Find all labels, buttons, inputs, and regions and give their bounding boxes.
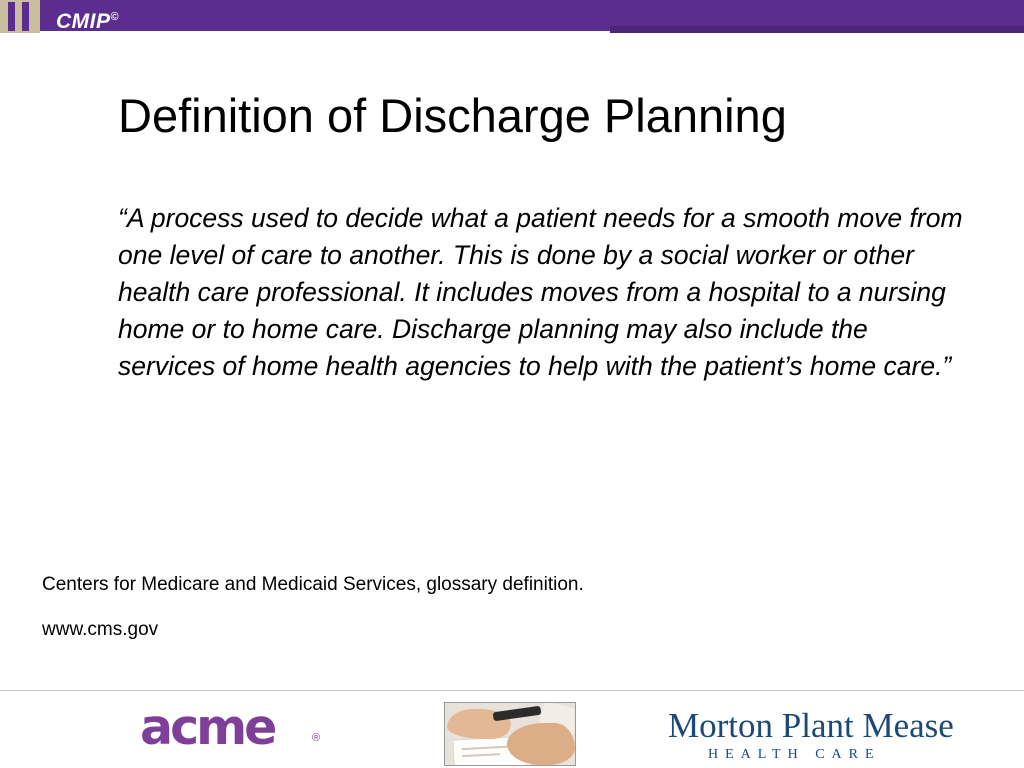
- pen-icon: [493, 706, 542, 722]
- header-right-accent: [610, 26, 1024, 33]
- source-website: www.cms.gov: [42, 619, 159, 640]
- cmip-logo-text: CMIP: [56, 10, 111, 33]
- page-title: Definition of Discharge Planning: [118, 89, 787, 142]
- mpm-logo-tagline: HEALTH CARE: [708, 747, 881, 762]
- header-accent-block: [0, 0, 40, 33]
- footer-divider: [0, 690, 1024, 691]
- definition-quote-text: “A process used to decide what a patient needs for a smooth move from one level of care to another. This is done by a social worker or other health care professional. It includes moves from a hospital to a nursing home or to home care. Discharge planning may also include the services of home health agencies to help with the patient’s home care.”: [118, 203, 963, 381]
- photo-hand-shape: [507, 723, 575, 765]
- registered-trademark-icon: ®: [312, 732, 321, 744]
- header-stripe-first: [8, 2, 15, 31]
- photo-paper-line: [462, 753, 500, 757]
- header-underline-rule: [40, 31, 610, 33]
- source-citation: Centers for Medicare and Medicaid Services, glossary definition.: [42, 574, 584, 595]
- photo-paper-line: [462, 745, 514, 750]
- header-stripe-second: [22, 2, 29, 31]
- copyright-icon: ©: [110, 11, 120, 23]
- acme-logo-text: acme: [140, 699, 275, 756]
- morton-plant-mease-logo: [668, 706, 968, 763]
- signing-document-photo: [444, 702, 576, 766]
- slide-header-bar: [0, 0, 1024, 33]
- acme-logo: [140, 699, 340, 756]
- cmip-logo: [56, 5, 119, 34]
- mpm-logo-name: Morton Plant Mease: [668, 706, 954, 745]
